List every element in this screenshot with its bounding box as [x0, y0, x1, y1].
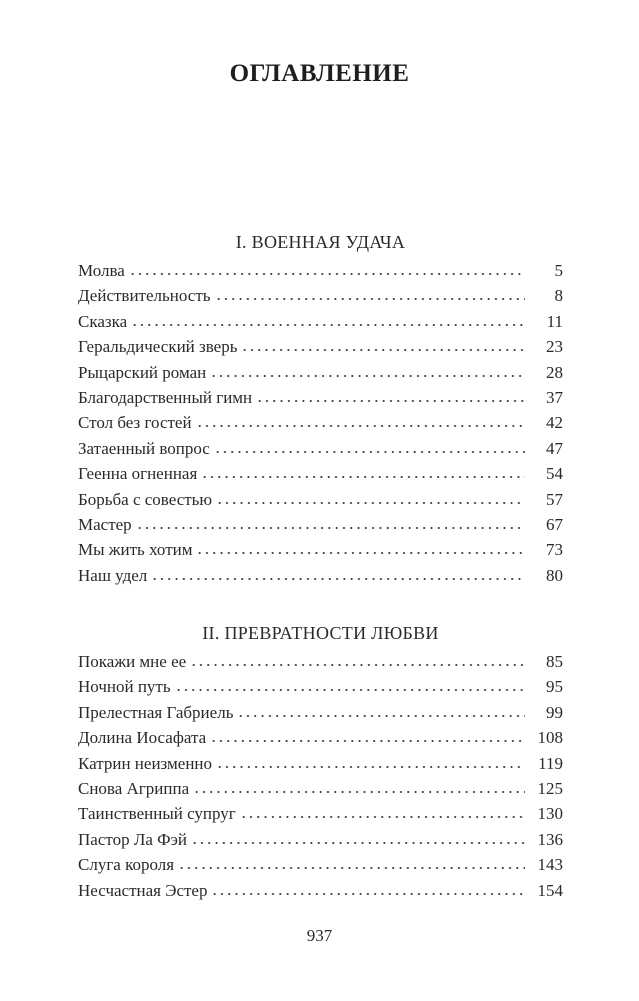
toc-entry [78, 512, 563, 537]
dot-leader [131, 317, 525, 327]
dot-leader [196, 545, 525, 555]
entry-page: 54 [546, 464, 563, 484]
toc-entry [78, 878, 563, 903]
entry-page: 154 [537, 880, 563, 900]
toc-entry [78, 751, 563, 776]
dot-leader [211, 886, 525, 896]
toc-entry [78, 563, 563, 588]
dot-leader [196, 418, 525, 428]
toc-section-2 [78, 619, 563, 903]
dot-leader [216, 759, 525, 769]
toc-entry [78, 461, 563, 486]
toc-entry [78, 700, 563, 725]
dot-leader [237, 708, 525, 718]
entry-title: Геенна огненная [78, 464, 198, 484]
entry-title: Действительность [78, 286, 211, 306]
entry-page: 23 [546, 337, 563, 357]
entry-title: Таинственный супруг [78, 804, 236, 824]
toc-entry [78, 309, 563, 334]
entry-page: 95 [546, 677, 563, 697]
entry-title: Геральдический зверь [78, 337, 238, 357]
entry-page: 136 [537, 829, 563, 849]
entry-page: 42 [546, 413, 563, 433]
toc-entry [78, 487, 563, 512]
entry-page: 108 [537, 728, 563, 748]
toc-entry [78, 827, 563, 852]
entry-title: Несчастная Эстер [78, 880, 208, 900]
dot-leader [210, 733, 525, 743]
entry-title: Ночной путь [78, 677, 171, 697]
entry-page: 130 [537, 804, 563, 824]
page-title: ОГЛАВЛЕНИЕ [229, 60, 410, 87]
dot-leader [190, 657, 525, 667]
toc-entry [78, 649, 563, 674]
dot-leader [191, 835, 525, 845]
dot-leader [151, 571, 525, 581]
entry-page: 119 [538, 753, 563, 773]
entry-title: Затаенный вопрос [78, 438, 210, 458]
toc-entry [78, 674, 563, 699]
dot-leader [178, 860, 525, 870]
dot-leader [240, 809, 525, 819]
entry-title: Стол без гостей [78, 413, 192, 433]
dot-leader [256, 393, 525, 403]
entry-title: Мы жить хотим [78, 540, 193, 560]
entry-page: 5 [554, 261, 563, 280]
entry-title: Молва [78, 261, 125, 280]
entry-title: Покажи мне ее [78, 652, 187, 671]
toc-entry [78, 725, 563, 750]
entry-page: 47 [546, 438, 563, 458]
toc-entry [78, 334, 563, 359]
toc-entry [78, 258, 563, 283]
toc-entry [78, 360, 563, 385]
entry-page: 73 [546, 540, 563, 560]
dot-leader [136, 520, 525, 530]
toc-entry [78, 776, 563, 801]
dot-leader [241, 342, 525, 352]
toc-entries [78, 649, 563, 903]
entry-page: 28 [546, 362, 563, 382]
entry-page: 85 [546, 652, 563, 671]
toc-entry [78, 436, 563, 461]
dot-leader [175, 682, 525, 692]
section-heading: I. ВОЕННАЯ УДАЧА [235, 232, 406, 252]
dot-leader [215, 291, 525, 301]
entry-title: Пастор Ла Фэй [78, 829, 187, 849]
page-number: 937 [306, 926, 333, 945]
entry-title: Благодарственный гимн [78, 387, 253, 407]
entry-title: Слуга короля [78, 855, 175, 875]
toc-section-1 [78, 228, 563, 588]
entry-page: 37 [546, 387, 563, 407]
entry-page: 57 [546, 489, 563, 509]
toc-entry [78, 385, 563, 410]
toc-entry [78, 801, 563, 826]
toc-entry [78, 283, 563, 308]
entry-title: Прелестная Габриель [78, 702, 234, 722]
entry-title: Рыцарский роман [78, 362, 207, 382]
entry-title: Наш удел [78, 565, 148, 585]
entry-page: 80 [546, 565, 563, 585]
toc-entries [78, 258, 563, 588]
dot-leader [210, 368, 525, 378]
entry-page: 99 [546, 702, 563, 722]
dot-leader [214, 444, 525, 454]
toc-entry [78, 410, 563, 435]
toc-entry [78, 537, 563, 562]
entry-page: 8 [554, 286, 563, 306]
entry-title: Долина Иосафата [78, 728, 207, 748]
entry-page: 143 [537, 855, 563, 875]
entry-title: Сказка [78, 311, 128, 331]
dot-leader [129, 266, 525, 276]
section-heading: II. ПРЕВРАТНОСТИ ЛЮБВИ [202, 623, 439, 643]
entry-title: Катрин неизменно [78, 753, 213, 773]
entry-page: 125 [537, 778, 563, 798]
entry-page: 11 [546, 311, 563, 331]
entry-page: 67 [546, 514, 563, 534]
toc-entry [78, 852, 563, 877]
dot-leader [193, 784, 525, 794]
dot-leader [216, 495, 525, 505]
entry-title: Мастер [78, 514, 132, 534]
entry-title: Борьба с совестью [78, 489, 213, 509]
entry-title: Снова Агриппа [78, 778, 190, 798]
dot-leader [201, 469, 525, 479]
